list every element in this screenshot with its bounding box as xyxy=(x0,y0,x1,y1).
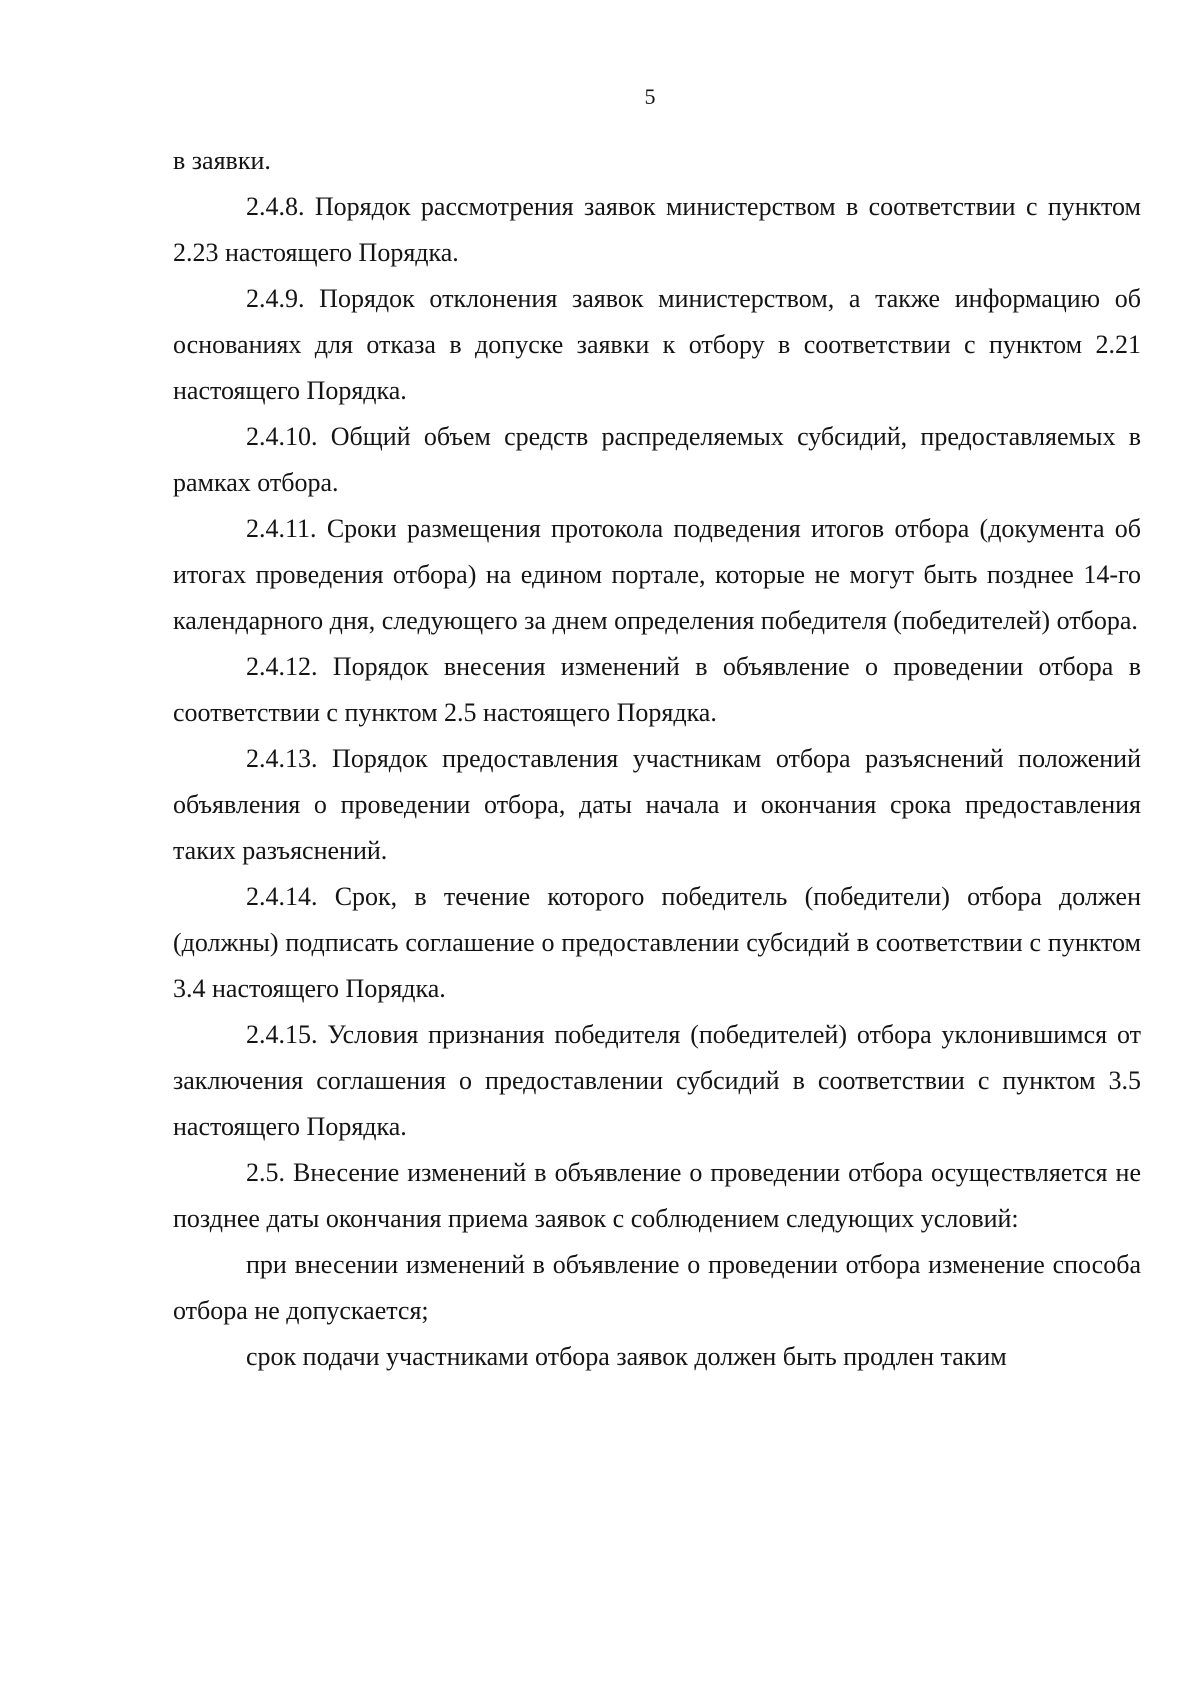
paragraph-continuation: в заявки. xyxy=(173,146,271,175)
paragraph-2-4-14: 2.4.14. Срок, в течение которого победитель (победители) отбора должен (должны) подписать соглашение о предоставлении субсидий в соответствии с пунктом 3.4 настоящего Порядка. xyxy=(173,882,1141,1003)
paragraph-2-4-10: 2.4.10. Общий объем средств распределяемых субсидий, предоставляемых в рамках отбора. xyxy=(173,422,1141,497)
paragraph-2-4-11: 2.4.11. Сроки размещения протокола подведения итогов отбора (документа об итогах проведения отбора) на едином портале, которые не могут быть позднее 14-го календарного дня, следующего за днем определения победителя (победителей) отбора. xyxy=(173,514,1141,635)
paragraph-2-4-15: 2.4.15. Условия признания победителя (победителей) отбора уклонившимся от заключения соглашения о предоставлении субсидий в соответствии с пунктом 3.5 настоящего Порядка. xyxy=(173,1020,1141,1141)
paragraph-2-4-12: 2.4.12. Порядок внесения изменений в объявление о проведении отбора в соответствии с пунктом 2.5 настоящего Порядка. xyxy=(173,652,1141,727)
paragraph-2-5: 2.5. Внесение изменений в объявление о проведении отбора осуществляется не позднее даты окончания приема заявок с соблюдением следующих условий: xyxy=(173,1158,1141,1233)
document-body xyxy=(173,138,1141,1380)
paragraph-condition-2: срок подачи участниками отбора заявок должен быть продлен таким xyxy=(246,1342,1007,1371)
page-number: 5 xyxy=(644,84,656,109)
paragraph-2-4-9: 2.4.9. Порядок отклонения заявок министерством, а также информацию об основаниях для отказа в допуске заявки к отбору в соответствии с пунктом 2.21 настоящего Порядка. xyxy=(173,284,1141,405)
paragraph-2-4-8: 2.4.8. Порядок рассмотрения заявок министерством в соответствии с пунктом 2.23 настоящего Порядка. xyxy=(173,192,1141,267)
paragraph-condition-1: при внесении изменений в объявление о проведении отбора изменение способа отбора не допускается; xyxy=(173,1250,1141,1325)
paragraph-2-4-13: 2.4.13. Порядок предоставления участникам отбора разъяснений положений объявления о проведении отбора, даты начала и окончания срока предоставления таких разъяснений. xyxy=(173,744,1141,865)
